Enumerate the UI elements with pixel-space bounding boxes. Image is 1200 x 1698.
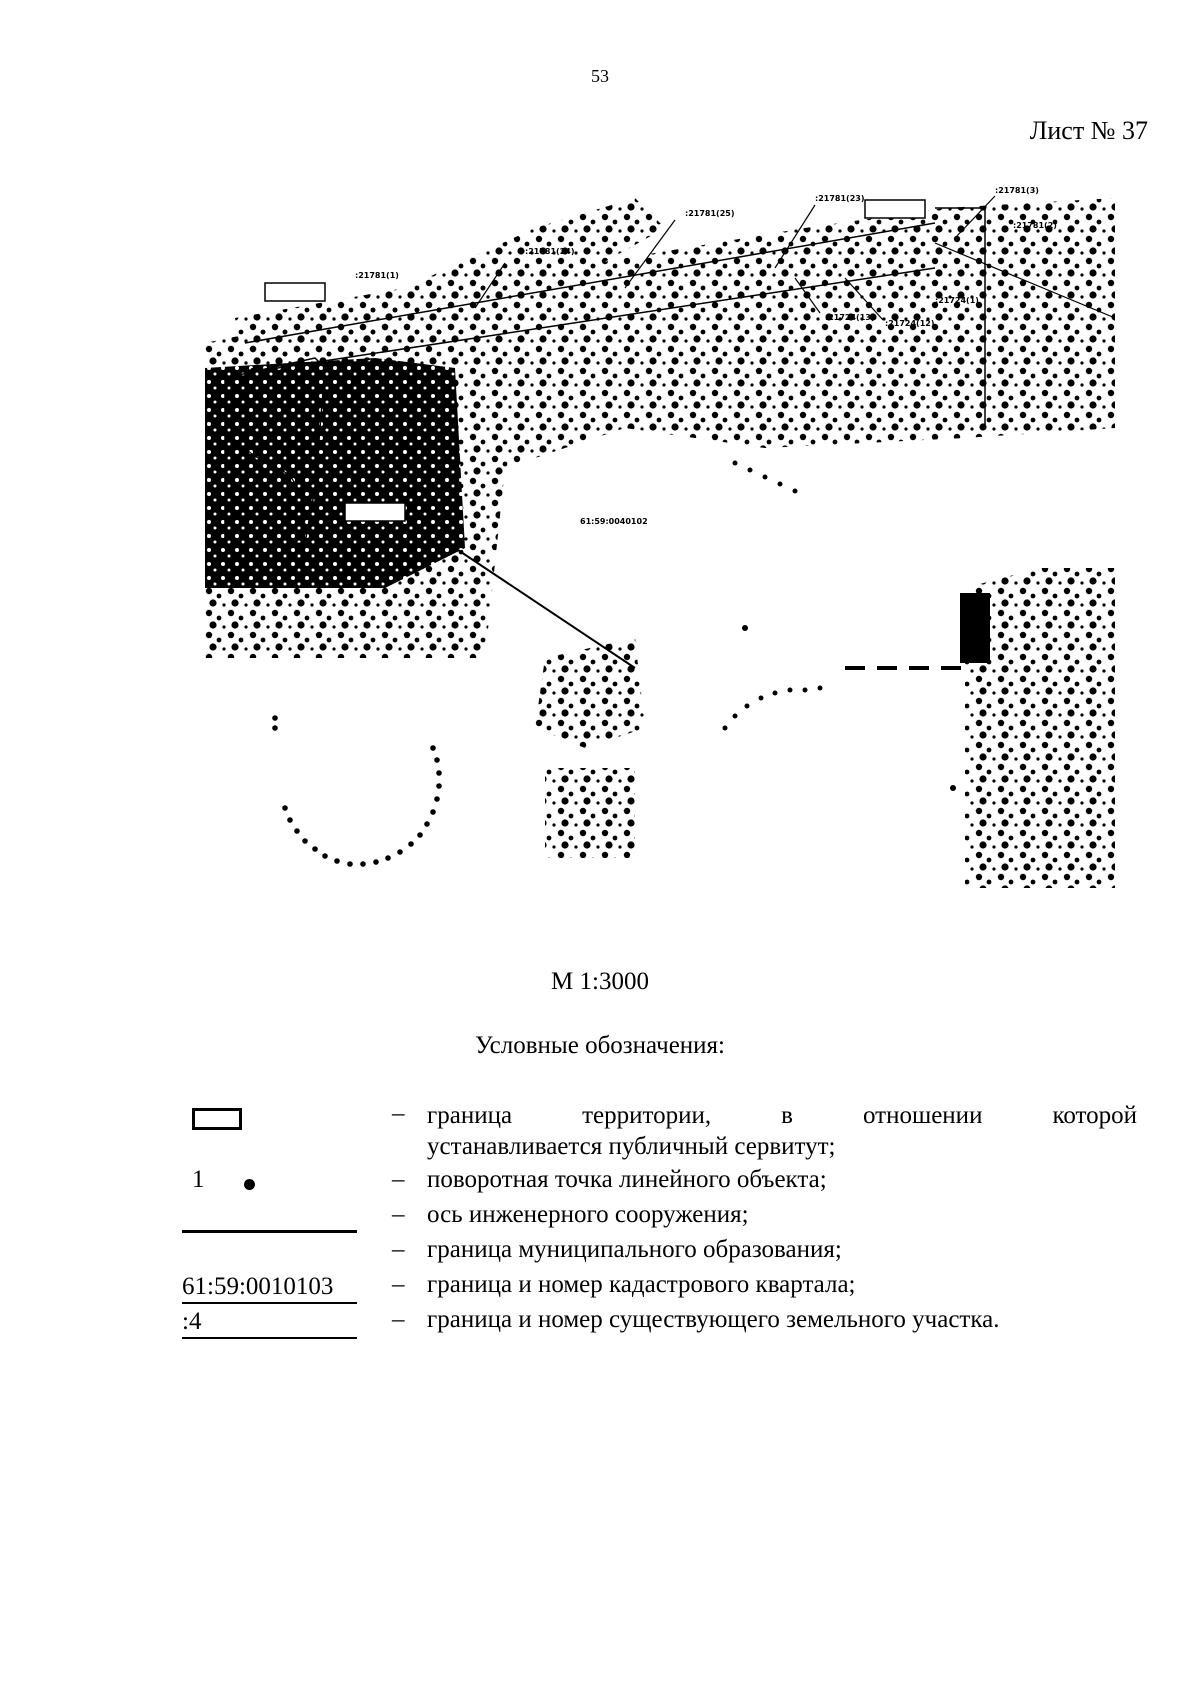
legend-item-turn-point (182, 1166, 1142, 1201)
parcel-number: :4 (182, 1306, 357, 1339)
map-image (205, 168, 1115, 968)
legend-dash: – (392, 1271, 405, 1298)
map-label: :21781(2) (1013, 221, 1057, 230)
cadastral-number: 61:59:0010103 (182, 1271, 357, 1304)
map-scale: М 1:3000 (551, 968, 649, 995)
legend-dash: – (392, 1166, 405, 1193)
map-label: :21781(23) (815, 194, 865, 203)
map-label: :21724(1) (935, 296, 979, 305)
legend-dash: – (392, 1100, 405, 1127)
point-dot-icon (244, 1179, 255, 1190)
boundary-line-icon (182, 1230, 357, 1233)
legend (182, 1100, 1142, 1341)
legend-text: граница территории, в отношении которой (427, 1102, 1137, 1129)
point-number: 1 (192, 1166, 205, 1193)
legend-text: поворотная точка линейного объекта; (427, 1166, 827, 1193)
legend-text: устанавливается публичный сервитут; (427, 1133, 836, 1160)
map-label: :21781(1) (355, 271, 399, 280)
legend-item-servitude-boundary (182, 1100, 1142, 1166)
map-label: :21781(3) (995, 186, 1039, 195)
map-label: :21724(12) (885, 319, 935, 328)
map-label: :21724(13) (825, 313, 875, 322)
legend-text: граница и номер существующего земельного участка. (427, 1306, 1000, 1333)
legend-item-land-parcel (182, 1306, 1142, 1341)
map-label: :21781(25) (685, 209, 735, 218)
sheet-label: Лист № 37 (1029, 116, 1148, 145)
legend-item-cadastral-quarter (182, 1271, 1142, 1306)
legend-text: граница муниципального образования; (427, 1236, 842, 1263)
map-label: :21781(24) (525, 247, 575, 256)
legend-title: Условные обозначения: (474, 1032, 726, 1059)
map-label: 61:59:0040102 (580, 517, 648, 526)
legend-text: граница и номер кадастрового квартала; (427, 1271, 856, 1298)
legend-item-municipal-boundary (182, 1236, 1142, 1271)
legend-dash: – (392, 1236, 405, 1263)
legend-text: ось инженерного сооружения; (427, 1201, 749, 1228)
legend-dash: – (392, 1306, 405, 1333)
legend-dash: – (392, 1201, 405, 1228)
page-number: 53 (591, 66, 609, 86)
